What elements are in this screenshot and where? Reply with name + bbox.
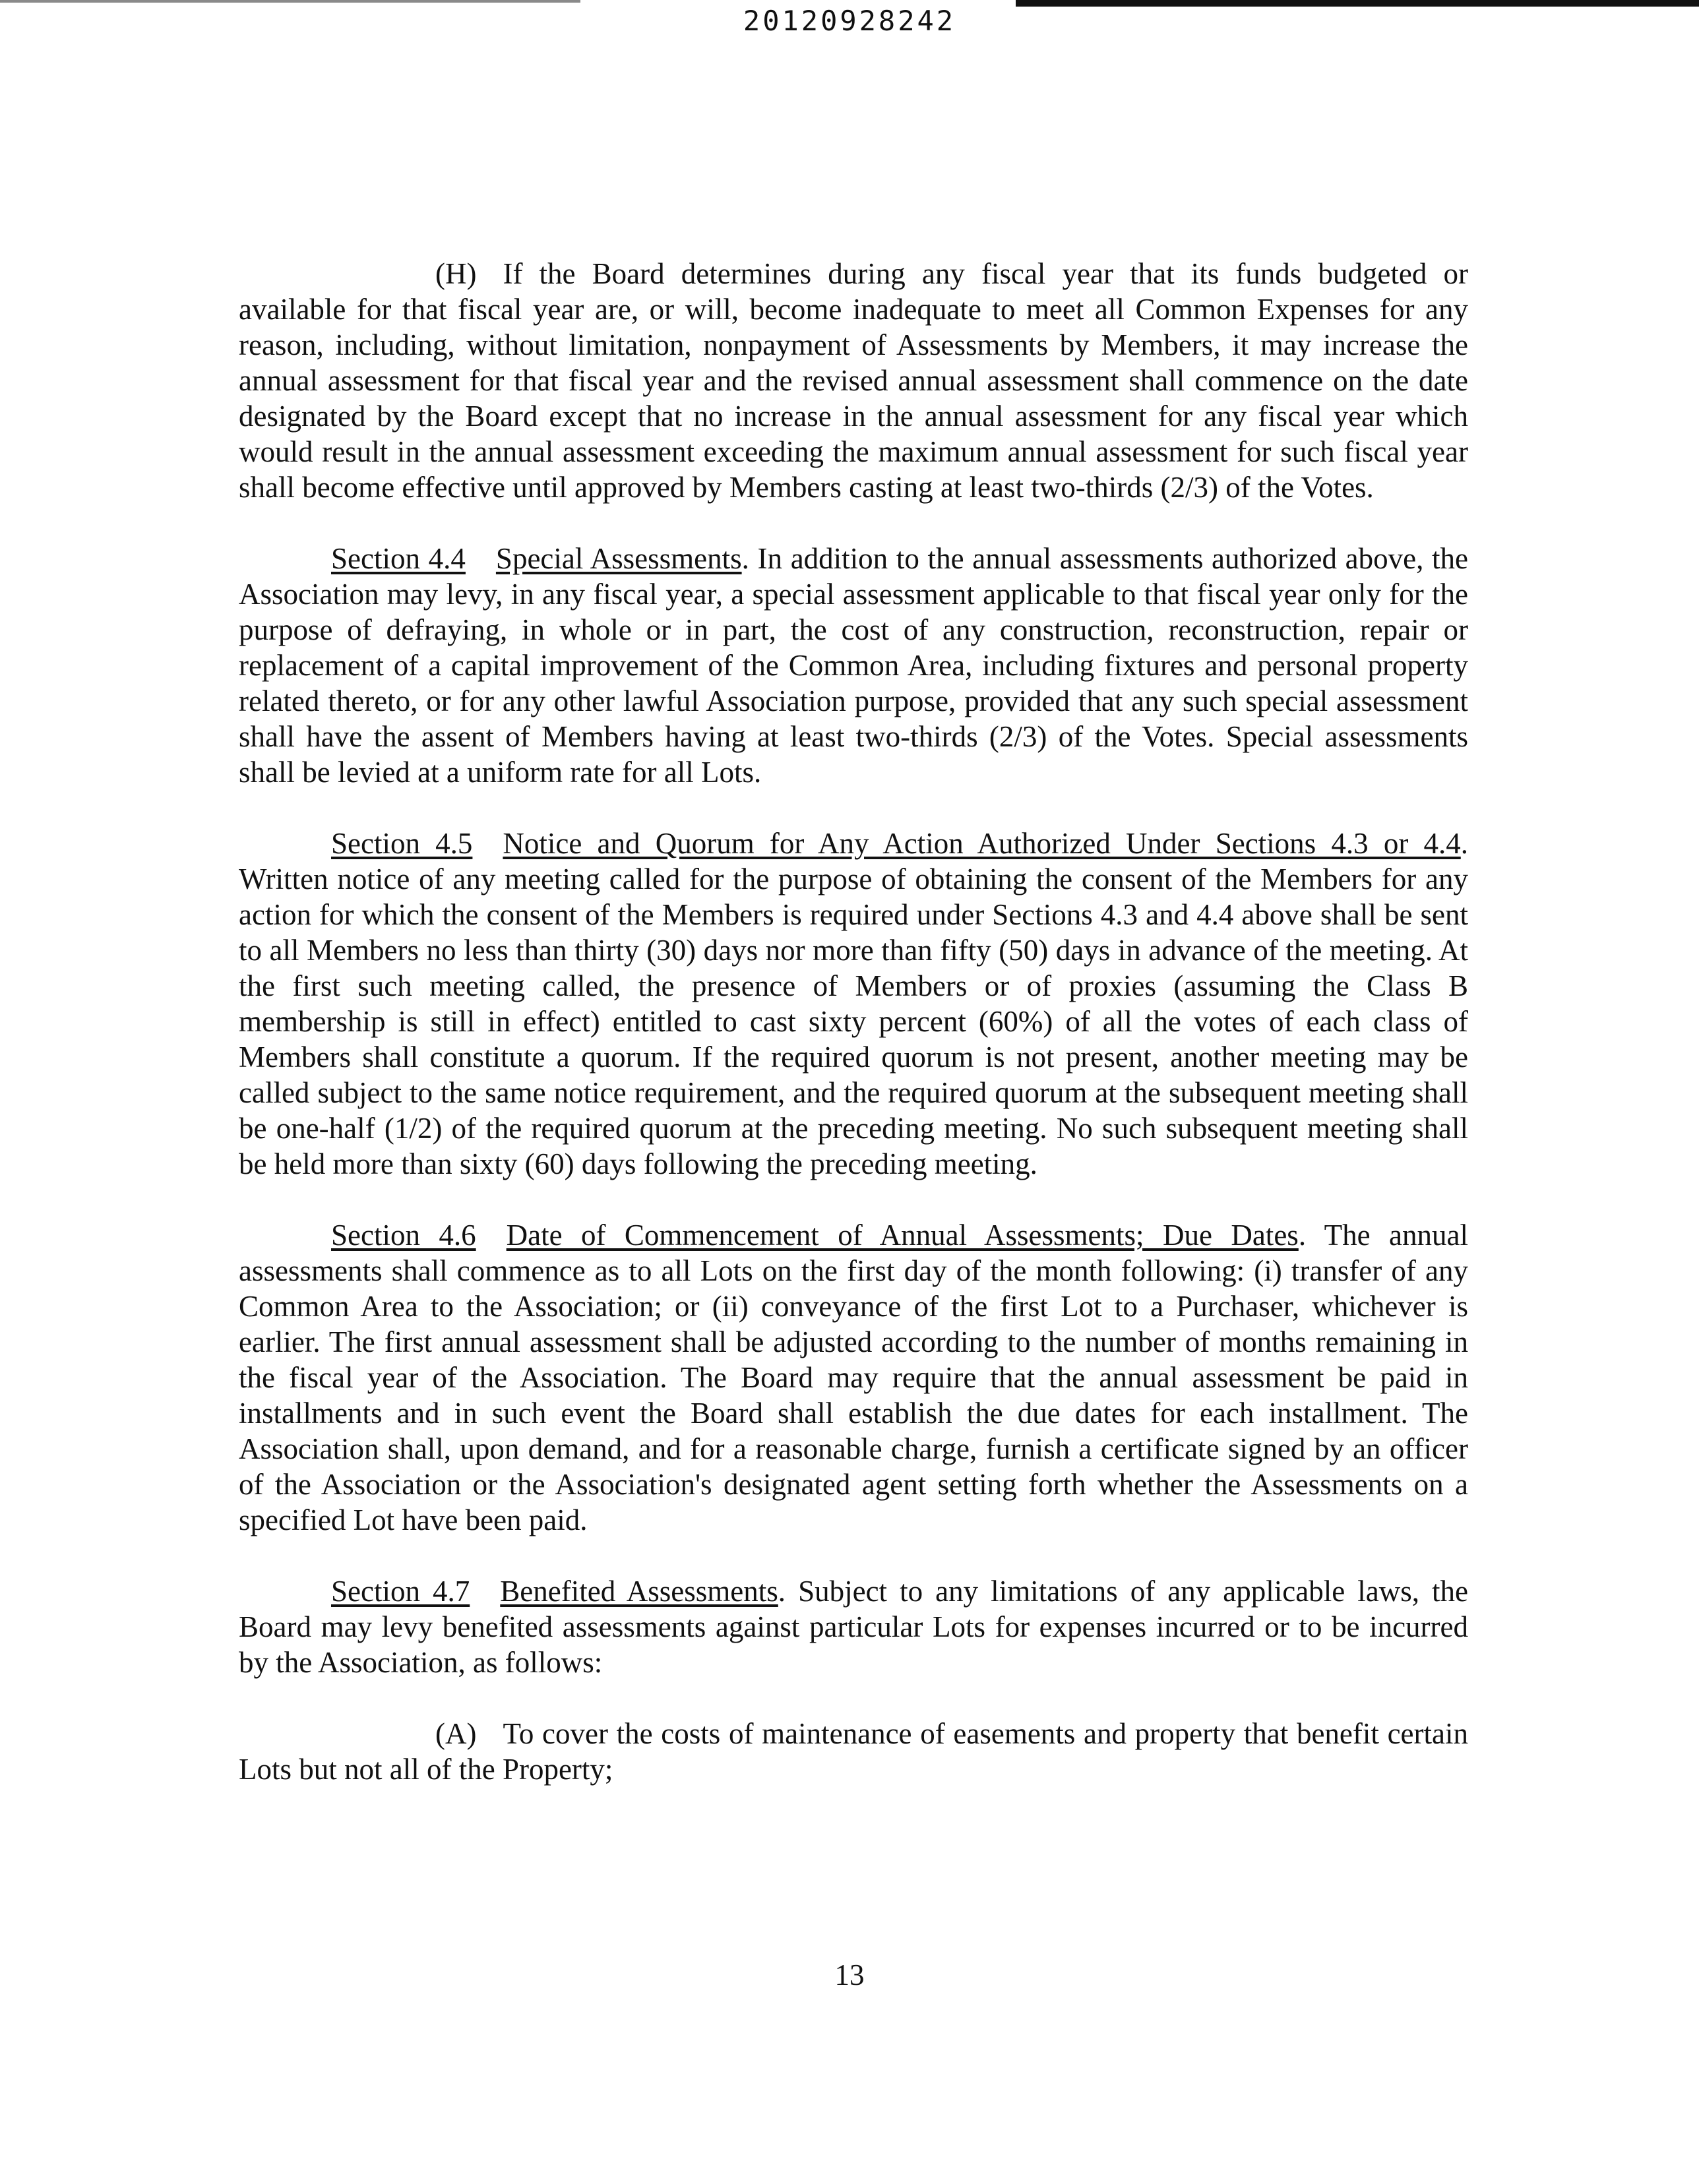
page-number: 13 <box>834 1958 865 1991</box>
section-4-5-title <box>331 827 1461 860</box>
paragraph-h-text: If the Board determines during any fiscal year that its funds budgeted or available for that fiscal year are, or will, become inadequate to meet all Common Expenses for any reason, including, without limitation, nonpayment of Assessments by Members, it may increase the annual assessment for that fiscal year and the revised annual assessment shall commence on the date designated by the Board except that no increase in the annual assessment for any fiscal year which would result in the annual assessment exceeding the maximum annual assessment for such fiscal year shall become effective until approved by Members casting at least two-thirds (2/3) of the Votes. <box>239 257 1468 504</box>
paragraph-a-text: To cover the costs of maintenance of easements and property that benefit certain Lots but not all of the Property; <box>239 1717 1468 1786</box>
section-4-6 <box>239 1217 1468 1538</box>
section-4-4-heading: Special Assessments <box>495 542 742 575</box>
section-4-6-heading: Date of Commencement of Annual Assessments; Due Dates <box>506 1219 1299 1252</box>
section-4-6-title <box>331 1219 1299 1252</box>
top-scan-rule-left <box>0 0 580 3</box>
section-4-6-number: Section 4.6 <box>331 1219 476 1252</box>
paragraph-a-label: (A) <box>435 1717 477 1750</box>
document-number: 20120928242 <box>743 5 956 37</box>
section-4-5 <box>239 826 1468 1182</box>
section-4-7 <box>239 1573 1468 1680</box>
page-body <box>239 256 1468 1787</box>
section-4-7-text: . Subject to any limitations of any applicable laws, the Board may levy benefited assessments against particular Lots for expenses incurred or to be incurred by the Association, as follows: <box>239 1575 1468 1679</box>
section-4-5-number: Section 4.5 <box>331 827 473 860</box>
paragraph-a <box>239 1716 1468 1787</box>
section-4-7-title <box>331 1575 778 1608</box>
section-4-4-text: . In addition to the annual assessments authorized above, the Association may levy, in any fiscal year, a special assessment applicable to that fiscal year only for the purpose of defraying, in whole or in part, the cost of any construction, reconstruction, repair or replacement of a capital improvement of the Common Area, including fixtures and personal property related thereto, or for any other lawful Association purpose, provided that any such special assessment shall have the assent of Members having at least two-thirds (2/3) of the Votes. Special assessments shall be levied at a uniform rate for all Lots. <box>239 542 1468 789</box>
section-4-4 <box>239 541 1468 790</box>
section-4-5-heading: Notice and Quorum for Any Action Authorized Under Sections 4.3 or 4.4 <box>503 827 1461 860</box>
section-4-6-text: . The annual assessments shall commence as to all Lots on the first day of the month following: (i) transfer of any Common Area to the Association; or (ii) conveyance of the first Lot to a Purchaser, whichever is earlier. The first annual assessment shall be adjusted according to the number of months remaining in the fiscal year of the Association. The Board may require that the annual assessment be paid in installments and in such event the Board shall establish the due dates for each installment. The Association shall, upon demand, and for a reasonable charge, furnish a certificate signed by an officer of the Association or the Association's designated agent setting forth whether the Assessments on a specified Lot have been paid. <box>239 1219 1468 1536</box>
section-4-5-text: . Written notice of any meeting called for the purpose of obtaining the consent of the Members for any action for which the consent of the Members is required under Sections 4.3 and 4.4 above shall be sent to all Members no less than thirty (30) days nor more than fifty (50) days in advance of the meeting. At the first such meeting called, the presence of Members or of proxies (assuming the Class B membership is still in effect) entitled to cast sixty percent (60%) of all the votes of each class of Members shall constitute a quorum. If the required quorum is not present, another meeting may be called subject to the same notice requirement, and the required quorum at the subsequent meeting shall be one-half (1/2) of the required quorum at the preceding meeting. No such subsequent meeting shall be held more than sixty (60) days following the preceding meeting. <box>239 827 1468 1180</box>
section-4-7-heading: Benefited Assessments <box>500 1575 778 1608</box>
paragraph-h-label: (H) <box>435 257 477 290</box>
section-4-4-title <box>331 542 742 575</box>
section-4-4-number: Section 4.4 <box>331 542 466 575</box>
paragraph-h <box>239 256 1468 505</box>
section-4-7-number: Section 4.7 <box>331 1575 470 1608</box>
